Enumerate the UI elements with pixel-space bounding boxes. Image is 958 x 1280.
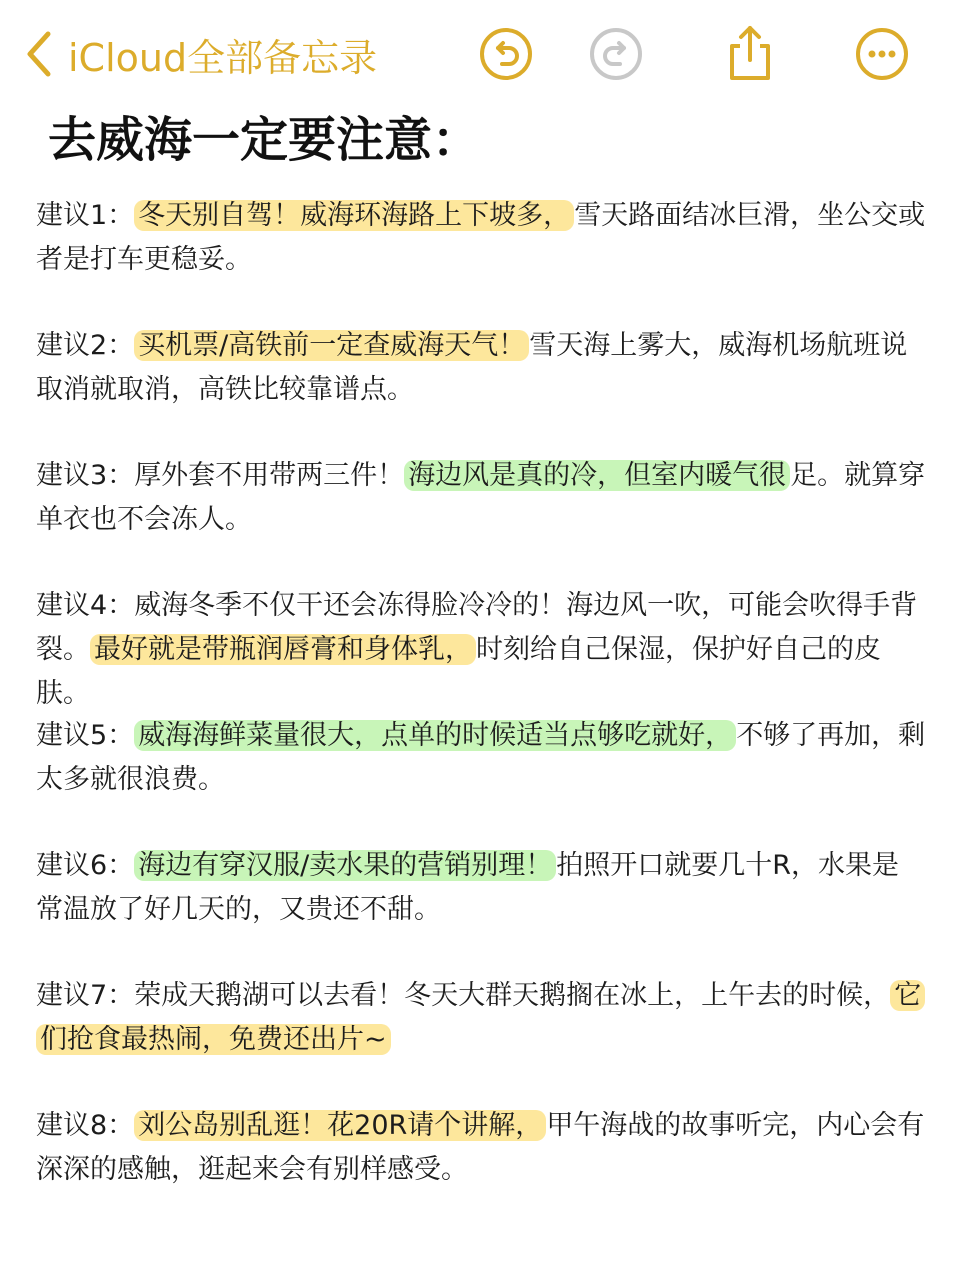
tip-highlight: 海边有穿汉服/卖水果的营销别理！ — [134, 850, 556, 881]
tip-text: 足。就算穿单衣也不会冻人。 — [36, 460, 926, 535]
tip-label: 建议4： — [36, 590, 135, 621]
tip-highlight: 最好就是带瓶润唇膏和身体乳， — [90, 634, 476, 665]
tip-6 — [36, 844, 926, 932]
tip-text: 威海冬季不仅干还会冻得脸冷冷的！海边风一吹，可能会吹得手背裂。 — [36, 590, 918, 665]
tip-1 — [36, 194, 926, 282]
tip-7 — [36, 974, 926, 1062]
back-button[interactable] — [24, 24, 377, 84]
tip-highlight: 海边风是真的冷，但室内暖气很 — [404, 460, 790, 491]
tip-label: 建议1： — [36, 200, 135, 231]
tip-highlight: 威海海鲜菜量很大，点单的时候适当点够吃就好， — [134, 720, 736, 751]
tip-2 — [36, 324, 926, 412]
undo-icon — [478, 26, 534, 82]
tip-label: 建议5： — [36, 720, 135, 751]
note-title[interactable]: 去威海一定要注意： — [48, 112, 481, 168]
tip-text: 不够了再加，剩太多就很浪费。 — [36, 720, 926, 795]
tip-5 — [36, 714, 926, 802]
chevron-left-icon — [24, 28, 54, 80]
tip-text: 拍照开口就要几十R，水果是常温放了好几天的，又贵还不甜。 — [36, 850, 900, 925]
more-icon — [854, 26, 910, 82]
tip-label: 建议8： — [36, 1110, 135, 1141]
note-toolbar — [0, 0, 958, 104]
tip-text: 雪天海上雾大，威海机场航班说取消就取消，高铁比较靠谱点。 — [36, 330, 908, 405]
redo-icon — [588, 26, 644, 82]
share-button[interactable] — [722, 22, 778, 82]
tip-4 — [36, 584, 926, 709]
tip-3 — [36, 454, 926, 542]
back-label: iCloud全部备忘录 — [68, 35, 378, 80]
tip-highlight: 冬天别自驾！威海环海路上下坡多， — [134, 200, 574, 231]
tip-text: 厚外套不用带两三件！ — [134, 460, 405, 491]
share-icon — [722, 22, 778, 82]
tip-highlight: 买机票/高铁前一定查威海天气！ — [134, 330, 529, 361]
note-body[interactable] — [36, 194, 926, 1234]
tip-label: 建议2： — [36, 330, 135, 361]
tip-8 — [36, 1104, 926, 1192]
tip-label: 建议7： — [36, 980, 135, 1011]
redo-button[interactable] — [588, 26, 644, 82]
tip-text: 甲午海战的故事听完，内心会有深深的感触，逛起来会有别样感受。 — [36, 1110, 925, 1185]
tip-label: 建议6： — [36, 850, 135, 881]
more-button[interactable] — [854, 26, 910, 82]
tip-text: 时刻给自己保湿，保护好自己的皮肤。 — [36, 634, 881, 709]
tip-label: 建议3： — [36, 460, 135, 491]
tip-highlight: 它们抢食最热闹，免费还出片~ — [36, 980, 925, 1055]
tip-text: 荣成天鹅湖可以去看！冬天大群天鹅搁在冰上，上午去的时候， — [134, 980, 891, 1011]
tip-text: 雪天路面结冰巨滑，坐公交或者是打车更稳妥。 — [36, 200, 926, 275]
undo-button[interactable] — [478, 26, 534, 82]
tip-highlight: 刘公岛别乱逛！花20R请个讲解， — [134, 1110, 546, 1141]
